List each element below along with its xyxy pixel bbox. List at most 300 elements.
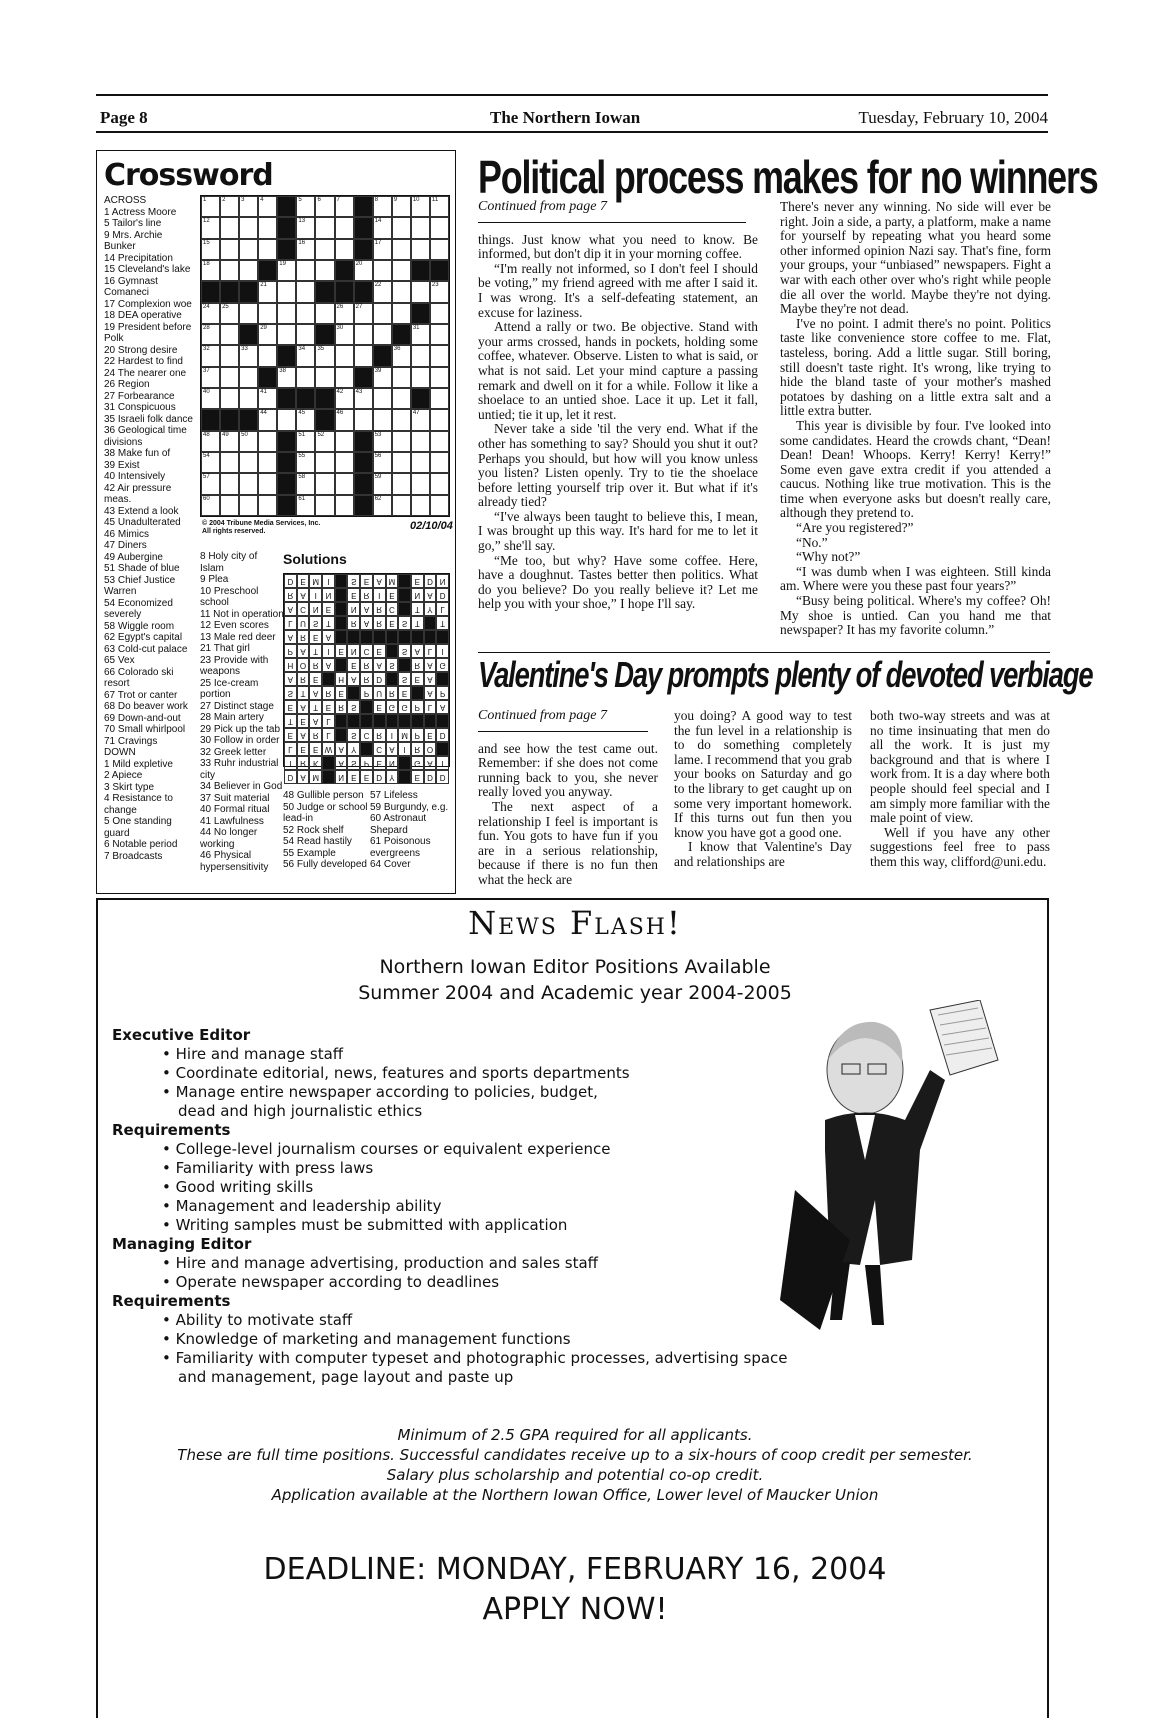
solution-cell: E [309, 672, 322, 686]
solution-block [398, 588, 411, 602]
solution-block [335, 630, 348, 644]
list-item: • Ability to motivate staff [162, 1311, 353, 1329]
solution-cell: N [335, 770, 348, 784]
grid-block [277, 196, 296, 217]
solution-cell: S [398, 616, 411, 630]
grid-number: 14 [374, 218, 382, 225]
solution-block [398, 574, 411, 588]
list-item: • Manage entire newspaper according to policies, budget, [162, 1083, 598, 1101]
solution-cell: R [309, 728, 322, 742]
grid-cell [392, 409, 411, 430]
solution-cell: C [360, 644, 373, 658]
grid-number: 41 [260, 389, 267, 395]
clue-line: 61 Poisonous [370, 836, 431, 847]
newsflash-subtitle-2: Summer 2004 and Academic year 2004-2005 [358, 982, 792, 1004]
clue-line: 21 That girl [200, 643, 250, 654]
solution-cell: R [297, 756, 310, 770]
solution-block [411, 686, 424, 700]
clue-line: 1 Actress Moore [104, 206, 177, 218]
clue-line: 35 Israeli folk dance [104, 413, 193, 425]
clue-line: 69 Down-and-out [104, 712, 181, 724]
clue-line: portion [200, 689, 231, 700]
grid-number: 39 [374, 367, 382, 374]
list-item: • Operate newspaper according to deadlines [162, 1273, 500, 1291]
article-divider [478, 652, 1050, 653]
paragraph: “No.” [796, 534, 828, 550]
grid-cell [201, 367, 220, 388]
grid-cell [430, 367, 449, 388]
clue-line: 9 Mrs. Archie [104, 229, 163, 241]
grid-block [354, 367, 373, 388]
grid-cell [335, 239, 354, 260]
clue-line: 53 Chief Justice [104, 574, 176, 586]
continued-line-2: Continued from page 7 [478, 708, 607, 723]
clue-line: working [200, 838, 235, 850]
solution-cell: T [411, 616, 424, 630]
clue-line: 6 Notable period [104, 839, 178, 850]
grid-cell [258, 196, 277, 217]
grid-cell [258, 452, 277, 473]
grid-cell [335, 388, 354, 409]
child-editor-illustration [780, 1000, 1010, 1400]
clue-line: 12 Even scores [200, 620, 269, 631]
grid-number: 54 [203, 453, 210, 459]
paragraph: I know that Valentine's Day and relationships are [674, 839, 852, 869]
clue-line: Shepard [370, 824, 408, 836]
grid-cell [373, 281, 392, 302]
solution-block [436, 714, 449, 728]
crossword-date: 02/10/04 [410, 520, 453, 532]
clue-line: Warren [104, 586, 137, 597]
clue-line: 4 Resistance to [104, 793, 173, 804]
grid-cell [258, 324, 277, 345]
grid-cell [373, 495, 392, 516]
grid-block [354, 431, 373, 452]
clue-line: Polk [104, 333, 124, 344]
grid-cell [296, 260, 315, 281]
grid-cell [373, 473, 392, 494]
grid-cell [315, 345, 334, 366]
grid-number: 34 [298, 346, 306, 353]
clue-line: 26 Region [104, 379, 150, 390]
solution-cell: Y [347, 742, 360, 756]
solution-cell: A [424, 686, 437, 700]
solution-cell: A [335, 742, 348, 756]
clue-line: 2 Apiece [104, 770, 143, 781]
solution-block [347, 630, 360, 644]
solution-cell: C [373, 742, 386, 756]
grid-number: 5 [298, 197, 302, 203]
grid-cell [373, 217, 392, 238]
grid-cell [392, 452, 411, 473]
grid-block [277, 217, 296, 238]
grid-block [220, 409, 239, 430]
clue-line: 44 No longer [200, 827, 258, 838]
rights-text: All rights reserved. [202, 528, 266, 535]
grid-cell [239, 239, 258, 260]
solution-cell: E [411, 672, 424, 686]
paragraph: Attend a rally or two. Be objective. Stand with your arms crossed, hands in pockets, holding some coffee, whatever. Observe. Listen to what is said, or what is not said. Let your mind capture a passing remark and dwell on it for a while. Follow it like a shoelace to an untied shoe. Lace it up. Let it fall, untied; tie it up, let it rest. [478, 319, 758, 422]
grid-cell [239, 217, 258, 238]
grid-cell [335, 367, 354, 388]
grid-number: 48 [203, 431, 210, 438]
solution-cell: A [297, 770, 310, 784]
grid-block [411, 388, 430, 409]
solution-cell: O [424, 742, 437, 756]
clue-line: Bunker [104, 241, 136, 252]
grid-cell [411, 324, 430, 345]
salary-note: Salary plus scholarship and potential co-op credit. [386, 1466, 764, 1484]
solution-cell: E [297, 714, 310, 728]
grid-cell [277, 324, 296, 345]
grid-number: 27 [355, 303, 363, 310]
list-item: • Hire and manage advertising, production and sales staff [162, 1254, 598, 1272]
solution-cell: D [424, 574, 437, 588]
clue-line: resort [104, 678, 130, 689]
grid-cell [277, 260, 296, 281]
grid-cell [296, 367, 315, 388]
paragraph: “Me too, but why? Have some coffee. Here, have a doughnut. Tastes better then politics. What do you believe? Do you really believe it? Let me help you with your shoe,” I hope I'll say. [478, 552, 758, 612]
solution-block [386, 714, 399, 728]
grid-block [335, 281, 354, 302]
newsflash-subtitle-1: Northern Iowan Editor Positions Available [379, 956, 771, 978]
solution-cell: U [297, 616, 310, 630]
grid-cell [296, 196, 315, 217]
clue-line: 27 Distinct stage [200, 700, 274, 712]
grid-cell [335, 217, 354, 238]
solution-cell: R [335, 700, 348, 714]
clue-line: 5 One standing [104, 816, 172, 827]
solution-cell: R [373, 602, 386, 616]
grid-cell [315, 452, 334, 473]
solution-cell: A [322, 658, 335, 672]
section-heading: Requirements [112, 1292, 231, 1310]
clue-line: 63 Cold-cut palace [104, 643, 188, 655]
solution-cell: R [373, 728, 386, 742]
clue-line: 54 Economized [104, 597, 173, 609]
solution-cell: A [284, 672, 297, 686]
grid-block [239, 324, 258, 345]
grid-block [296, 388, 315, 409]
clue-line: 15 Cleveland's lake [104, 264, 191, 275]
grid-cell [373, 367, 392, 388]
grid-cell [220, 196, 239, 217]
clue-line: 67 Trot or canter [104, 689, 178, 701]
grid-number: 49 [222, 431, 229, 438]
grid-number: 31 [412, 325, 420, 331]
article-1-column-1 [478, 200, 758, 612]
solution-cell: E [424, 728, 437, 742]
section-heading: Executive Editor [112, 1026, 251, 1044]
clue-line: 3 Skirt type [104, 781, 155, 793]
grid-number: 16 [298, 239, 306, 246]
grid-cell [392, 367, 411, 388]
grid-number: 24 [203, 303, 210, 310]
clue-line: 7 Broadcasts [104, 850, 163, 862]
article-1-headline: Political process makes for no winners [478, 151, 1098, 203]
solution-cell: R [360, 658, 373, 672]
solution-cell: P [411, 700, 424, 714]
solution-cell: P [436, 686, 449, 700]
solution-block [322, 770, 335, 784]
grid-cell [220, 303, 239, 324]
solution-cell: E [284, 728, 297, 742]
clue-line: 38 Make fun of [104, 448, 171, 459]
solution-cell: O [297, 658, 310, 672]
grid-cell [315, 196, 334, 217]
clue-line: 5 Tailor's line [104, 218, 162, 229]
solution-block [347, 714, 360, 728]
solution-cell: A [424, 672, 437, 686]
solution-cell: A [297, 728, 310, 742]
clue-line: 57 Lifeless [370, 790, 418, 801]
grid-block [392, 324, 411, 345]
paragraph: “I was dumb when I was eighteen. Still kinda am. Where were you these past four years?” [780, 563, 1051, 594]
grid-number: 12 [203, 218, 210, 225]
clue-line: 43 Extend a look [104, 505, 179, 517]
paragraph: I've no point. I admit there's no point. Politics taste like convenience store coffee to me. Flat, tasteless, boring. Add a little sugar. Still boring, still doesn't taste right. It's wrong, like trying to hide the bland taste of your mother's mashed potatoes by dashing on a little extra salt and a little extra butter. [780, 315, 1051, 419]
list-item: • Good writing skills [162, 1178, 314, 1196]
grid-number: 18 [203, 261, 210, 267]
solution-block [424, 616, 437, 630]
grid-number: 28 [203, 325, 210, 331]
grid-cell [430, 239, 449, 260]
grid-block [430, 260, 449, 281]
solution-block [386, 672, 399, 686]
grid-cell [430, 217, 449, 238]
grid-cell [411, 431, 430, 452]
grid-cell [296, 239, 315, 260]
solution-cell: A [436, 700, 449, 714]
grid-number: 17 [374, 239, 382, 246]
continued-rule-2 [478, 731, 648, 732]
down-clues-1 [200, 551, 284, 873]
solution-cell: L [322, 714, 335, 728]
grid-cell [258, 303, 277, 324]
grid-cell [430, 409, 449, 430]
newsflash-top-rule [96, 898, 1048, 900]
grid-cell [239, 303, 258, 324]
grid-cell [315, 495, 334, 516]
grid-cell [335, 303, 354, 324]
paragraph: Never take a side 'til the very end. What if the other has something to say? Should you shut it out? Perhaps you should, but how will you know unless you listen? Listen openly. Try to tie the shoelace before letting yourself trip over it. But what if it's already tied? [478, 421, 758, 510]
grid-block [354, 281, 373, 302]
grid-cell [258, 388, 277, 409]
grid-cell [239, 388, 258, 409]
grid-cell [201, 473, 220, 494]
solution-cell: E [411, 770, 424, 784]
grid-cell [373, 388, 392, 409]
solution-cell: S [347, 574, 360, 588]
solution-cell: D [424, 770, 437, 784]
grid-cell [373, 409, 392, 430]
grid-cell [258, 345, 277, 366]
grid-cell [201, 324, 220, 345]
clue-line: 58 Wiggle room [104, 620, 175, 632]
clue-line: city [200, 769, 215, 781]
grid-block [315, 324, 334, 345]
clue-line: 32 Greek letter [200, 746, 267, 758]
solution-cell: A [411, 644, 424, 658]
grid-cell [296, 409, 315, 430]
grid-cell [258, 217, 277, 238]
grid-cell [411, 452, 430, 473]
grid-cell [315, 217, 334, 238]
solution-block [360, 714, 373, 728]
list-item: • Writing samples must be submitted with application [162, 1216, 568, 1234]
solution-cell: I [436, 756, 449, 770]
grid-block [277, 239, 296, 260]
grid-cell [296, 473, 315, 494]
grid-block [354, 217, 373, 238]
paragraph: The next aspect of a relationship I feel is important is fun. You gots to have fun if you are in a serious relationship, because if there is no fun then what the heck are [478, 798, 658, 887]
grid-number: 62 [374, 495, 382, 502]
paragraph: you doing? A good way to test the fun level in a relationship is to do something completely lame. I recommend that you grab your books on Saturday and go to the library to get caught up on some very important homework. If this turns out fun then you know you have got a good one. [674, 708, 852, 840]
solution-cell: L [436, 602, 449, 616]
solution-block [335, 588, 348, 602]
solution-cell: C [360, 728, 373, 742]
solution-cell: H [284, 658, 297, 672]
grid-cell [392, 217, 411, 238]
solution-cell: R [411, 658, 424, 672]
solution-cell: N [436, 574, 449, 588]
grid-number: 4 [260, 197, 264, 203]
solution-cell: P [411, 728, 424, 742]
grid-cell [220, 324, 239, 345]
issue-date: Tuesday, February 10, 2004 [858, 108, 1048, 127]
solution-cell: S [347, 756, 360, 770]
solution-block [386, 630, 399, 644]
grid-block [354, 473, 373, 494]
grid-cell [239, 367, 258, 388]
clue-line: 65 Vex [104, 655, 135, 666]
solution-block [335, 658, 348, 672]
article-1-col2-text [780, 200, 1051, 638]
solution-block [347, 686, 360, 700]
clue-line: 56 Fully developed [283, 859, 367, 870]
grid-cell [392, 388, 411, 409]
solution-block [398, 714, 411, 728]
grid-number: 59 [374, 474, 382, 481]
grid-number: 43 [355, 389, 363, 395]
paragraph: and see how the test came out. Remember: if she does not come running back to you, she never really loved you anyway. [478, 740, 658, 800]
grid-number: 6 [317, 197, 321, 203]
grid-block [201, 409, 220, 430]
grid-cell [411, 409, 430, 430]
solutions-grid [283, 573, 450, 782]
grid-cell [315, 239, 334, 260]
solution-cell: I [373, 588, 386, 602]
solution-cell: A [373, 658, 386, 672]
solution-cell: E [347, 770, 360, 784]
grid-cell [354, 324, 373, 345]
grid-cell [430, 345, 449, 366]
grid-cell [335, 473, 354, 494]
solution-cell: E [335, 644, 348, 658]
clue-line: 66 Colorado ski [104, 666, 174, 678]
solution-block [373, 714, 386, 728]
grid-number: 47 [412, 410, 420, 417]
grid-cell [335, 431, 354, 452]
grid-block [315, 281, 334, 302]
grid-cell [296, 281, 315, 302]
grid-cell [392, 239, 411, 260]
clue-line: divisions [104, 436, 143, 448]
solution-block [360, 700, 373, 714]
paragraph: “I'm really not informed, so I don't feel I should be voting,” my friend agreed with me after I said it. I was wrong. It's a self-defeating statement, an excuse for laziness. [478, 260, 758, 320]
section-heading: Requirements [112, 1121, 231, 1139]
grid-block [239, 409, 258, 430]
solution-block [335, 616, 348, 630]
grid-cell [392, 345, 411, 366]
grid-block [315, 388, 334, 409]
grid-cell [277, 367, 296, 388]
grid-cell [315, 367, 334, 388]
grid-number: 29 [260, 325, 267, 331]
clue-line: 24 The nearer one [104, 367, 187, 379]
clue-line: 54 Read hastily [283, 836, 352, 847]
grid-cell [392, 473, 411, 494]
clue-line: 64 Cover [370, 859, 411, 870]
continued-line: Continued from page 7 [478, 199, 607, 214]
solution-cell: A [373, 574, 386, 588]
solution-cell: A [309, 714, 322, 728]
grid-number: 36 [393, 346, 401, 353]
grid-cell [277, 281, 296, 302]
grid-cell [392, 495, 411, 516]
solution-cell: R [360, 588, 373, 602]
grid-cell [373, 324, 392, 345]
grid-block [354, 495, 373, 516]
list-item: and management, page layout and paste up [178, 1368, 514, 1386]
deadline-text: DEADLINE: MONDAY, FEBRUARY 16, 2004 [263, 1552, 887, 1587]
solution-block [436, 630, 449, 644]
list-item: • Coordinate editorial, news, features and sports departments [162, 1064, 630, 1082]
down-clues-2 [283, 790, 368, 871]
grid-cell [296, 324, 315, 345]
grid-cell [354, 388, 373, 409]
grid-cell [430, 324, 449, 345]
grid-cell [220, 431, 239, 452]
solution-block [411, 714, 424, 728]
solution-cell: I [309, 588, 322, 602]
grid-cell [373, 303, 392, 324]
grid-block [277, 345, 296, 366]
grid-cell [239, 452, 258, 473]
solution-cell: R [322, 686, 335, 700]
grid-number: 57 [203, 474, 210, 481]
position-note: These are full time positions. Successful candidates receive up to a six-hours of coop credit per semester. [177, 1446, 973, 1464]
grid-cell [201, 260, 220, 281]
grid-cell [201, 388, 220, 409]
article-2-column-1 [478, 709, 658, 888]
solution-cell: S [386, 658, 399, 672]
solution-cell: I [322, 574, 335, 588]
clue-line: school [200, 597, 229, 608]
clue-line: 20 Strong desire [104, 344, 178, 356]
grid-block [258, 367, 277, 388]
grid-number: 32 [203, 346, 210, 353]
grid-cell [335, 495, 354, 516]
solution-cell: C [297, 602, 310, 616]
clue-line: guard [104, 827, 130, 839]
solution-cell: R [373, 616, 386, 630]
clue-line: 45 Unadulterated [104, 517, 181, 528]
grid-cell [258, 473, 277, 494]
grid-cell [201, 431, 220, 452]
grid-number: 35 [317, 346, 325, 353]
grid-block [201, 281, 220, 302]
